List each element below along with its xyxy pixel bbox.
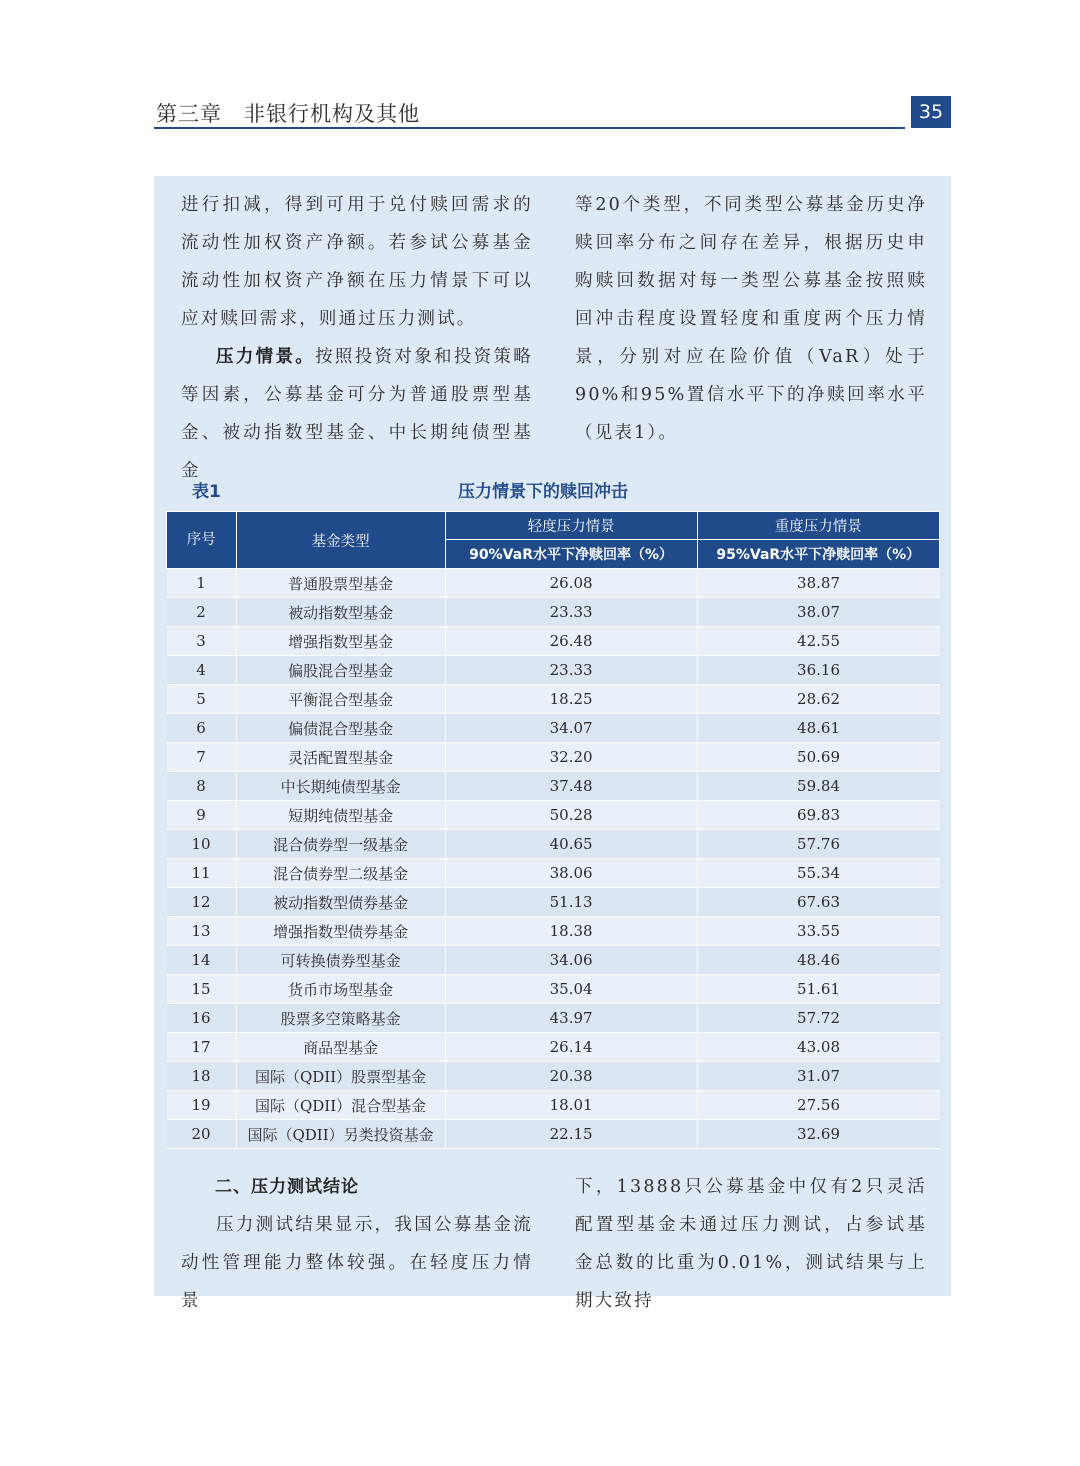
cell-mild: 26.08 — [445, 569, 697, 598]
table-row — [167, 743, 940, 772]
cell-seq: 16 — [167, 1004, 237, 1033]
table-caption — [190, 474, 950, 504]
cell-fund-type: 被动指数型债券基金 — [236, 888, 445, 917]
cell-fund-type: 平衡混合型基金 — [236, 685, 445, 714]
cell-severe: 55.34 — [697, 859, 939, 888]
cell-fund-type: 被动指数型基金 — [236, 598, 445, 627]
header-seq: 序号 — [167, 512, 237, 569]
page-header — [154, 96, 951, 130]
table-row — [167, 1004, 940, 1033]
chapter-title: 第三章 非银行机构及其他 — [156, 102, 420, 126]
redemption-table — [166, 511, 940, 1149]
cell-fund-type: 混合债券型一级基金 — [236, 830, 445, 859]
cell-mild: 23.33 — [445, 598, 697, 627]
scenario-body: 按照投资对象和投资策略等因素，公募基金可分为普通股票型基金、被动指数型基金、中长期纯债型基金 — [181, 347, 534, 481]
cell-mild: 43.97 — [445, 1004, 697, 1033]
conclusion-left-column — [181, 1168, 533, 1320]
intro-paragraph-3: 等20个类型，不同类型公募基金历史净赎回率分布之间存在差异，根据历史申购赎回数据对每一类型公募基金按照赎回冲击程度设置轻度和重度两个压力情景，分别对应在险价值（VaR）处于90%和95%置信水平下的净赎回率水平（见表1）。 — [575, 195, 927, 443]
cell-mild: 20.38 — [445, 1062, 697, 1091]
content-panel — [154, 176, 951, 1311]
cell-fund-type: 增强指数型债券基金 — [236, 917, 445, 946]
cell-fund-type: 商品型基金 — [236, 1033, 445, 1062]
cell-mild: 37.48 — [445, 772, 697, 801]
cell-fund-type: 增强指数型基金 — [236, 627, 445, 656]
cell-seq: 9 — [167, 801, 237, 830]
cell-fund-type: 普通股票型基金 — [236, 569, 445, 598]
scenario-lead: 压力情景。 — [216, 347, 316, 367]
cell-seq: 11 — [167, 859, 237, 888]
intro-left-column — [181, 186, 533, 490]
table-row — [167, 772, 940, 801]
table-row — [167, 859, 940, 888]
cell-severe: 50.69 — [697, 743, 939, 772]
cell-seq: 4 — [167, 656, 237, 685]
cell-severe: 57.76 — [697, 830, 939, 859]
cell-seq: 3 — [167, 627, 237, 656]
header-severe-sub: 95%VaR水平下净赎回率（%） — [697, 540, 939, 569]
cell-mild: 50.28 — [445, 801, 697, 830]
cell-seq: 17 — [167, 1033, 237, 1062]
table-row — [167, 569, 940, 598]
conclusion-paragraph-left: 压力测试结果显示，我国公募基金流动性管理能力整体较强。在轻度压力情景 — [181, 1215, 533, 1311]
cell-severe: 28.62 — [697, 685, 939, 714]
intro-paragraph-2 — [181, 338, 533, 490]
cell-severe: 59.84 — [697, 772, 939, 801]
cell-seq: 1 — [167, 569, 237, 598]
cell-mild: 18.38 — [445, 917, 697, 946]
cell-fund-type: 货币市场型基金 — [236, 975, 445, 1004]
cell-seq: 6 — [167, 714, 237, 743]
cell-seq: 18 — [167, 1062, 237, 1091]
page-number: 35 — [911, 96, 951, 128]
table-row — [167, 888, 940, 917]
cell-severe: 38.87 — [697, 569, 939, 598]
cell-seq: 13 — [167, 917, 237, 946]
table-title: 压力情景下的赎回冲击 — [458, 482, 628, 502]
cell-severe: 38.07 — [697, 598, 939, 627]
cell-fund-type: 可转换债券型基金 — [236, 946, 445, 975]
cell-fund-type: 国际（QDII）另类投资基金 — [236, 1120, 445, 1149]
cell-severe: 36.16 — [697, 656, 939, 685]
table-row — [167, 685, 940, 714]
cell-severe: 43.08 — [697, 1033, 939, 1062]
header-fund-type: 基金类型 — [236, 512, 445, 569]
cell-mild: 18.01 — [445, 1091, 697, 1120]
cell-seq: 2 — [167, 598, 237, 627]
cell-fund-type: 国际（QDII）混合型基金 — [236, 1091, 445, 1120]
table-row — [167, 1033, 940, 1062]
cell-seq: 12 — [167, 888, 237, 917]
header-severe: 重度压力情景 — [697, 512, 939, 540]
table-row — [167, 627, 940, 656]
cell-fund-type: 股票多空策略基金 — [236, 1004, 445, 1033]
cell-severe: 67.63 — [697, 888, 939, 917]
cell-fund-type: 灵活配置型基金 — [236, 743, 445, 772]
cell-fund-type: 混合债券型二级基金 — [236, 859, 445, 888]
table-row — [167, 1120, 940, 1149]
cell-fund-type: 偏债混合型基金 — [236, 714, 445, 743]
table-row — [167, 714, 940, 743]
header-mild-sub: 90%VaR水平下净赎回率（%） — [445, 540, 697, 569]
conclusion-heading: 二、压力测试结论 — [215, 1177, 359, 1197]
table-row — [167, 1062, 940, 1091]
table-row — [167, 917, 940, 946]
cell-mild: 38.06 — [445, 859, 697, 888]
table-row — [167, 801, 940, 830]
cell-severe: 48.61 — [697, 714, 939, 743]
table-row — [167, 1091, 940, 1120]
table-row — [167, 975, 940, 1004]
cell-severe: 33.55 — [697, 917, 939, 946]
cell-seq: 7 — [167, 743, 237, 772]
table-row — [167, 656, 940, 685]
cell-mild: 26.48 — [445, 627, 697, 656]
table-label: 表1 — [192, 482, 221, 502]
header-mild: 轻度压力情景 — [445, 512, 697, 540]
cell-mild: 18.25 — [445, 685, 697, 714]
cell-seq: 10 — [167, 830, 237, 859]
cell-severe: 32.69 — [697, 1120, 939, 1149]
cell-fund-type: 偏股混合型基金 — [236, 656, 445, 685]
cell-mild: 40.65 — [445, 830, 697, 859]
cell-mild: 26.14 — [445, 1033, 697, 1062]
cell-seq: 15 — [167, 975, 237, 1004]
table-row — [167, 598, 940, 627]
cell-fund-type: 中长期纯债型基金 — [236, 772, 445, 801]
cell-severe: 48.46 — [697, 946, 939, 975]
cell-mild: 51.13 — [445, 888, 697, 917]
cell-mild: 34.06 — [445, 946, 697, 975]
cell-severe: 51.61 — [697, 975, 939, 1004]
cell-seq: 14 — [167, 946, 237, 975]
cell-severe: 27.56 — [697, 1091, 939, 1120]
cell-fund-type: 国际（QDII）股票型基金 — [236, 1062, 445, 1091]
cell-seq: 20 — [167, 1120, 237, 1149]
cell-severe: 57.72 — [697, 1004, 939, 1033]
intro-right-column — [575, 186, 927, 452]
cell-fund-type: 短期纯债型基金 — [236, 801, 445, 830]
cell-seq: 5 — [167, 685, 237, 714]
cell-severe: 69.83 — [697, 801, 939, 830]
cell-seq: 8 — [167, 772, 237, 801]
table-row — [167, 830, 940, 859]
conclusion-right-column — [575, 1168, 927, 1320]
table-body — [167, 569, 940, 1149]
cell-mild: 22.15 — [445, 1120, 697, 1149]
header-rule — [154, 127, 905, 129]
conclusion-paragraph-right: 下，13888只公募基金中仅有2只灵活配置型基金未通过压力测试，占参试基金总数的比重为0.01%，测试结果与上期大致持 — [575, 1177, 927, 1311]
cell-mild: 32.20 — [445, 743, 697, 772]
cell-mild: 34.07 — [445, 714, 697, 743]
cell-severe: 31.07 — [697, 1062, 939, 1091]
cell-seq: 19 — [167, 1091, 237, 1120]
cell-mild: 35.04 — [445, 975, 697, 1004]
table-row — [167, 946, 940, 975]
cell-severe: 42.55 — [697, 627, 939, 656]
cell-mild: 23.33 — [445, 656, 697, 685]
intro-paragraph-1: 进行扣减，得到可用于兑付赎回需求的流动性加权资产净额。若参试公募基金流动性加权资产净额在压力情景下可以应对赎回需求，则通过压力测试。 — [181, 195, 533, 329]
